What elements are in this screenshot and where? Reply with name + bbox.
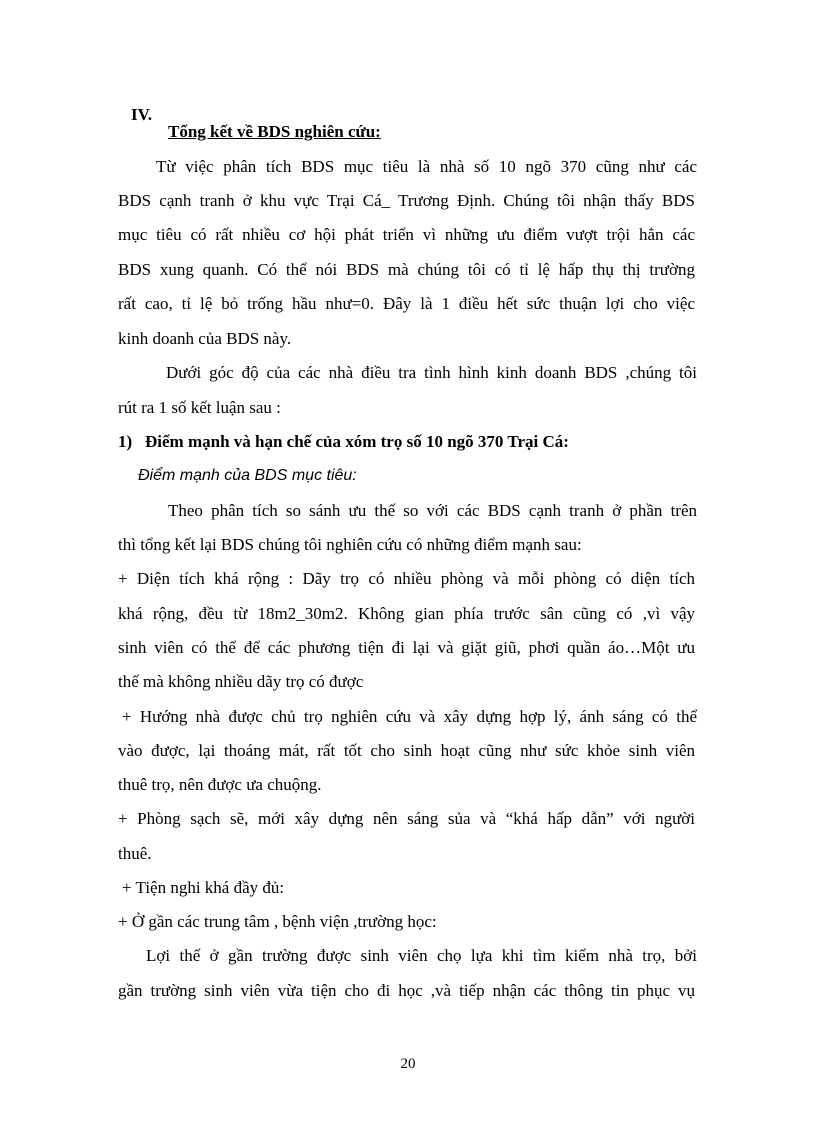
paragraph-line: Từ việc phân tích BDS mục tiêu là nhà số 10 ngõ 370 cũng như các <box>156 157 697 176</box>
paragraph-line: BDS xung quanh. Có thể nói BDS mà chúng tôi có tỉ lệ hấp thụ thị trường <box>118 260 695 279</box>
paragraph-line: BDS cạnh tranh ở khu vực Trại Cá_ Trương Định. Chúng tôi nhận thấy BDS <box>118 191 695 210</box>
paragraph-line: thì tổng kết lại BDS chúng tôi nghiên cứu có những điểm mạnh sau: <box>118 535 582 554</box>
paragraph-line: Theo phân tích so sánh ưu thế so với các BDS cạnh tranh ở phần trên <box>168 501 697 520</box>
list-item-line: sinh viên có thể để các phương tiện đi lại và giặt giũ, phơi quần áo…Một ưu <box>118 638 695 657</box>
list-item-line: + Phòng sạch sẽ, mới xây dựng nên sáng sủa và “khá hấp dẫn” với người <box>118 809 695 828</box>
paragraph-line: kinh doanh của BDS này. <box>118 329 292 348</box>
paragraph-line: rút ra 1 số kết luận sau : <box>118 398 281 417</box>
paragraph-line: Dưới góc độ của các nhà điều tra tình hình kinh doanh BDS ,chúng tôi <box>166 363 697 382</box>
list-item-line: + Hướng nhà được chủ trọ nghiên cứu và xây dựng hợp lý, ánh sáng có thể <box>122 707 697 726</box>
list-item-line: thuê. <box>118 844 152 863</box>
list-item-line: thuê trọ, nên được ưa chuộng. <box>118 775 322 794</box>
list-item-line: + Ở gần các trung tâm , bệnh viện ,trường học: <box>118 912 437 931</box>
subsection-number: 1) <box>118 432 133 451</box>
section-numeral: IV. <box>131 105 152 124</box>
section-title: Tổng kết về BDS nghiên cứu: <box>168 122 381 141</box>
list-item-line: + Diện tích khá rộng : Dãy trọ có nhiều phòng và mỗi phòng có diện tích <box>118 569 695 588</box>
list-item-line: khá rộng, đều từ 18m2_30m2. Không gian phía trước sân cũng có ,vì vậy <box>118 604 695 623</box>
page-number: 20 <box>400 1056 416 1072</box>
subsection-subheading: Điểm mạnh của BDS mục tiêu: <box>138 467 357 484</box>
paragraph-line: gần trường sinh viên vừa tiện cho đi học ,và tiếp nhận các thông tin phục vụ <box>118 981 695 1000</box>
list-item-line: vào được, lại thoáng mát, rất tốt cho sinh hoạt cũng như sức khỏe sinh viên <box>118 741 695 760</box>
paragraph-line: mục tiêu có rất nhiều cơ hội phát triển vì những ưu điểm vượt trội hẳn các <box>118 225 695 244</box>
list-item-line: thế mà không nhiều dãy trọ có được <box>118 672 364 691</box>
paragraph-line: Lợi thế ở gần trường được sinh viên chọ lựa khi tìm kiếm nhà trọ, bởi <box>146 946 697 965</box>
subsection-title: Điểm mạnh và hạn chế của xóm trọ số 10 ngõ 370 Trại Cá: <box>145 432 569 451</box>
paragraph-line: rất cao, tỉ lệ bỏ trống hầu như=0. Đây là 1 điều hết sức thuận lợi cho việc <box>118 294 695 313</box>
list-item-line: + Tiện nghi khá đầy đủ: <box>122 878 285 897</box>
